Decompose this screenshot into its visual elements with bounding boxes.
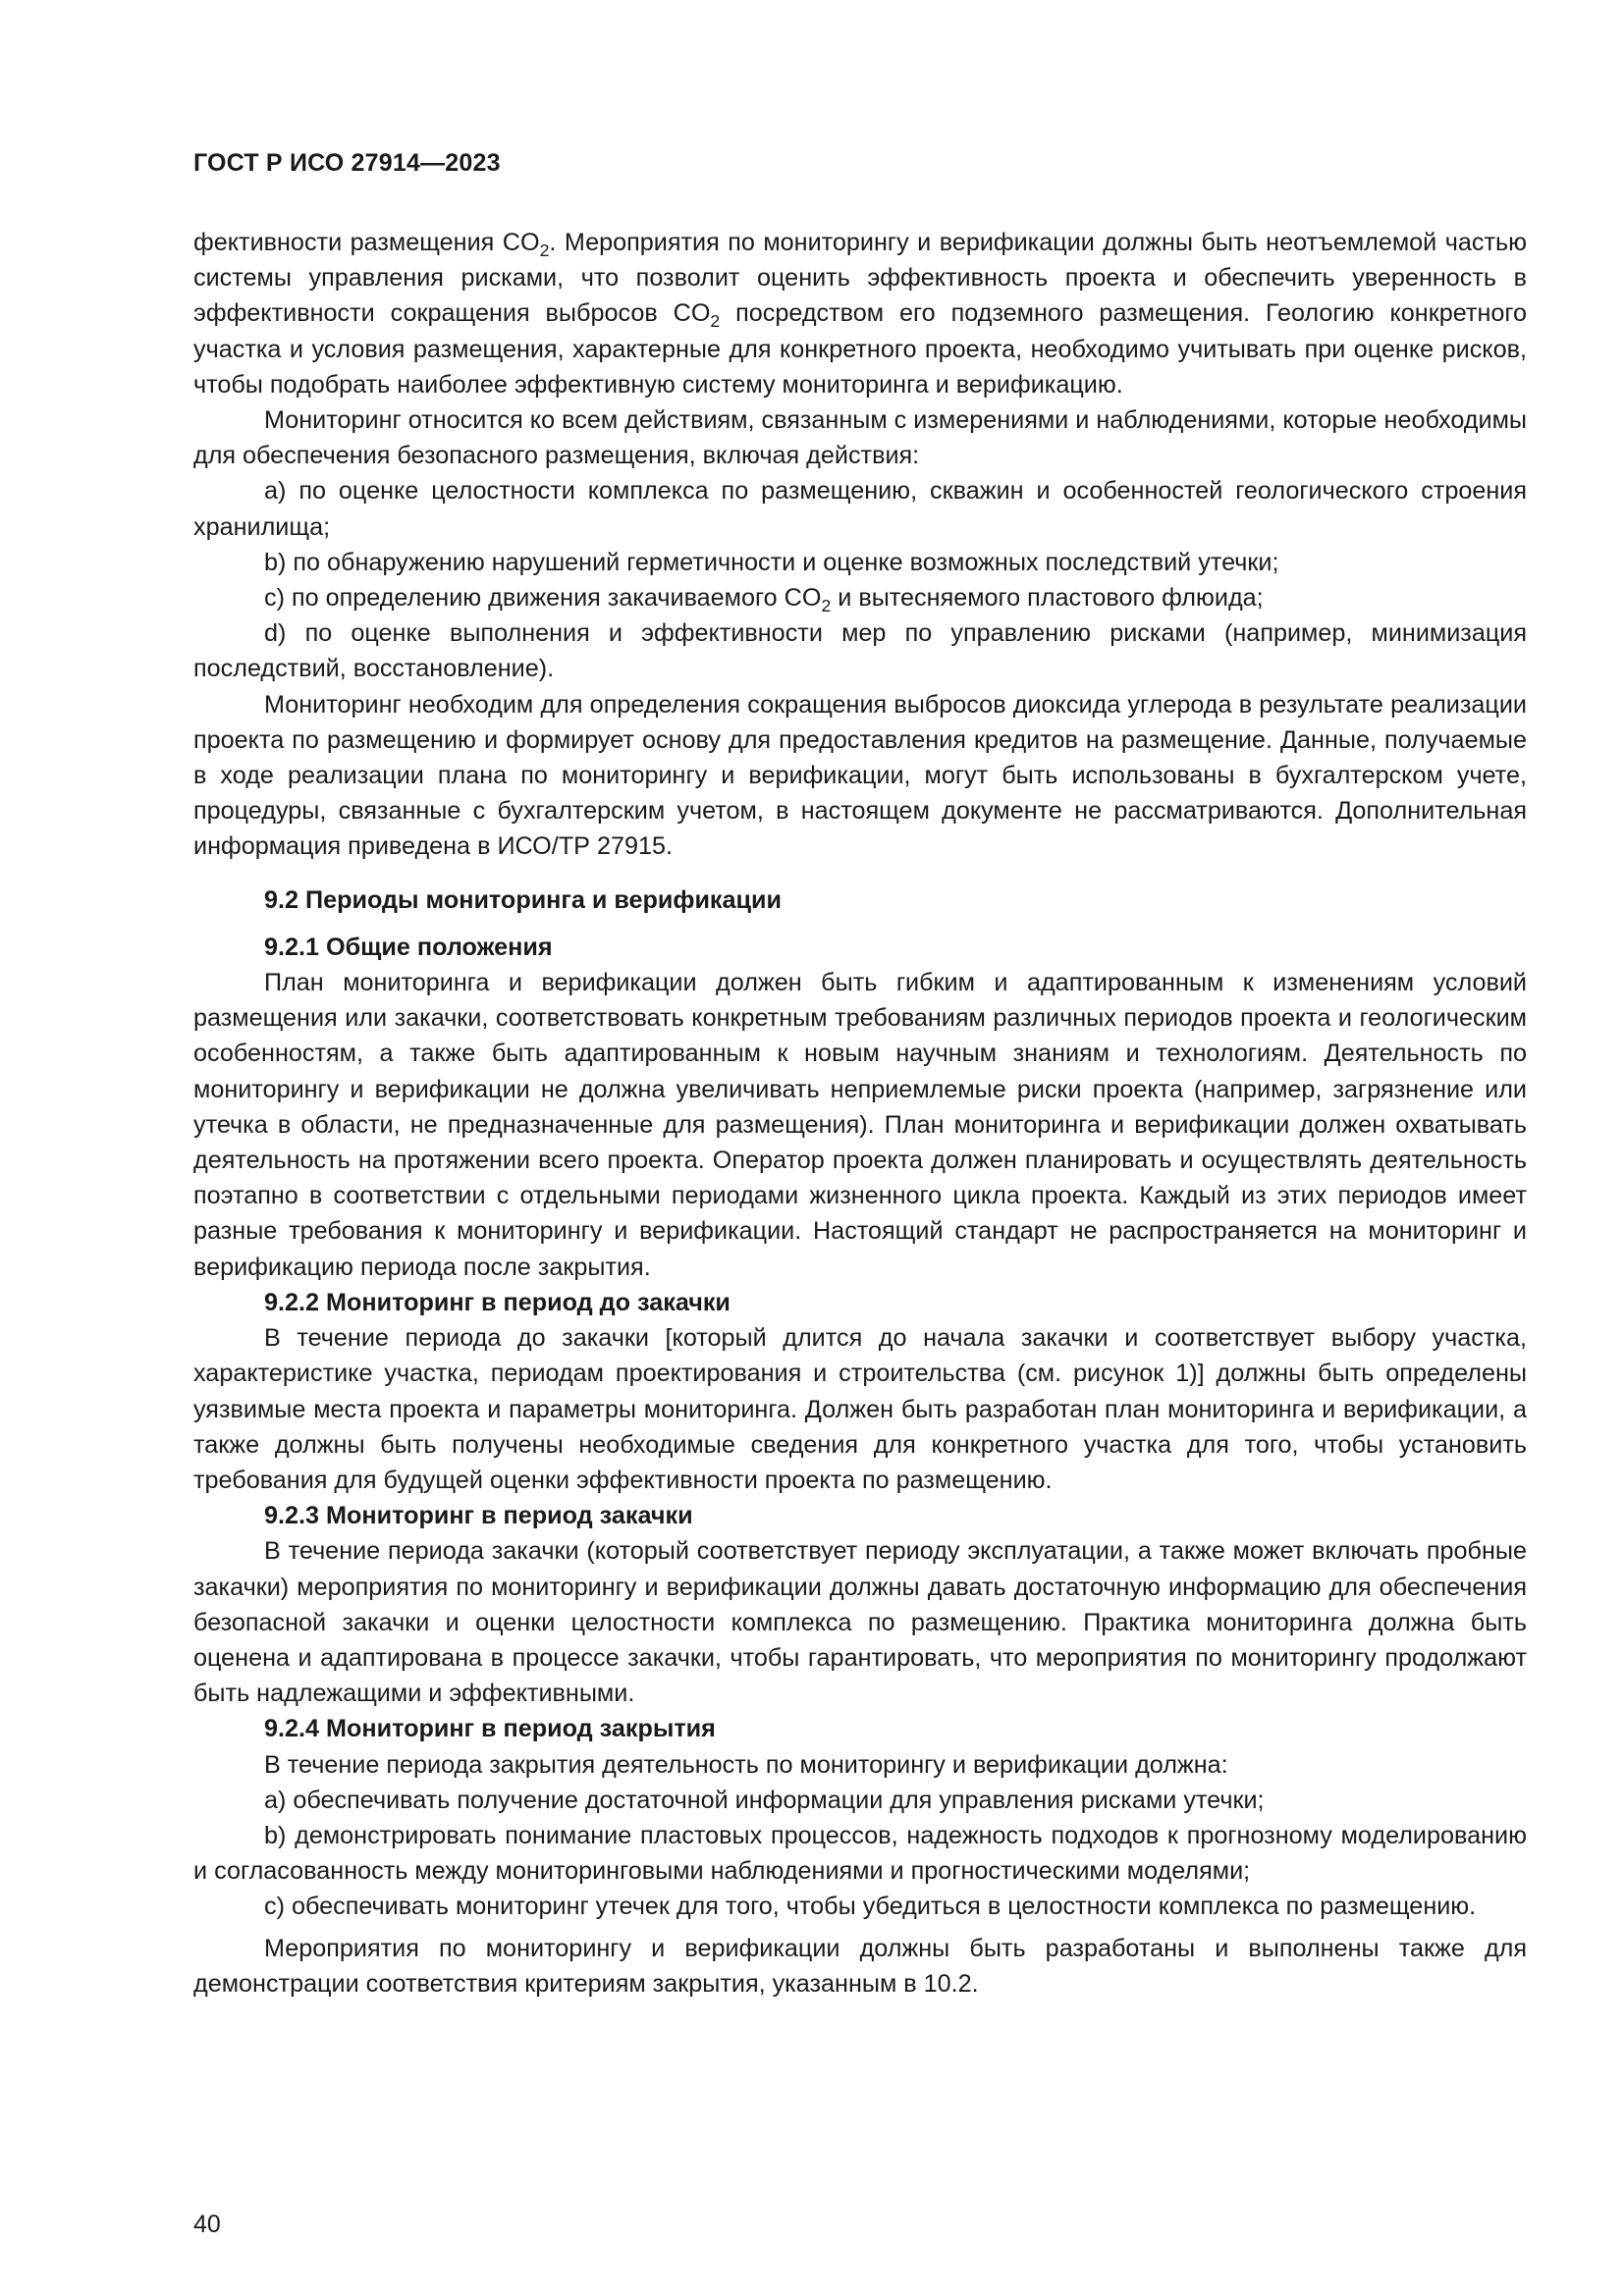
paragraph-injection-period: В течение периода закачки (который соответствует периоду эксплуатации, а также может включать пробные закачки) мероприятия по мониторингу и верификации должны давать достаточную информацию для обеспечения безопасной закачки и оценки целостности комплекса по размещению. Практика мониторинга должна быть оценена и адаптирована в процессе закачки, чтобы гарантировать, что мероприятия по мониторингу продолжают быть надлежащими и эффективными. <box>193 1537 1527 1708</box>
list-item-a: a) обеспечивать получение достаточной информации для управления рисками утечки; <box>264 1786 1265 1814</box>
paragraph-closure-period: В течение периода закрытия деятельность по мониторингу и верификации должна: <box>264 1750 1228 1779</box>
document-body <box>193 225 1527 2002</box>
list-item-d: d) по оценке выполнения и эффективности мер по управлению рисками (например, минимизация последствий, восстановление). <box>193 619 1527 683</box>
subscript: 2 <box>821 596 832 616</box>
section-heading-9-2: 9.2 Периоды мониторинга и верификации <box>264 885 782 914</box>
page-number: 40 <box>193 2211 221 2238</box>
subsection-heading-9-2-2: 9.2.2 Мониторинг в период до закачки <box>264 1288 731 1316</box>
paragraph-co2-effectiveness <box>193 225 1527 402</box>
subsection-heading-9-2-4: 9.2.4 Мониторинг в период закрытия <box>264 1715 716 1743</box>
list-item-b: b) демонстрировать понимание пластовых процессов, надежность подходов к прогнозному моделированию и согласованность между мониторинговыми наблюдениями и прогностическими моделями; <box>193 1821 1527 1886</box>
paragraph-text: посредством его подземного размещения. Геологию конкретного участка и условия размещения, характерные для конкретного проекта, необходимо учитывать при оценке рисков, чтобы подобрать наиболее эффективную систему мониторинга и верификацию. <box>193 299 1527 399</box>
list-item-c: c) обеспечивать мониторинг утечек для того, чтобы убедиться в целостности комплекса по размещению. <box>264 1893 1477 1921</box>
paragraph-general-provisions: План мониторинга и верификации должен быть гибким и адаптированным к изменениям условий размещения или закачки, соответствовать конкретным требованиям различных периодов проекта и геологическим особенностям, а также быть адаптированным к новым научным знаниям и технологиям. Деятельность по мониторингу и верификации не должна увеличивать неприемлемые риски проекта (например, загрязнение или утечка в области, не предназначенные для размещения). План мониторинга и верификации должен охватывать деятельность на протяжении всего проекта. Оператор проекта должен планировать и осуществлять деятельность поэтапно в соответствии с отдельными периодами жизненного цикла проекта. Каждый из этих периодов имеет разные требования к мониторингу и верификации. Настоящий стандарт не распространяется на мониторинг и верификацию периода после закрытия. <box>193 969 1527 1281</box>
list-item-b: b) по обнаружению нарушений герметичности и оценке возможных последствий утечки; <box>264 548 1279 576</box>
paragraph-text: . Мероприятия по мониторингу и верификации должны быть неотъемлемой частью системы управления рисками, что позволит оценить эффективность проекта и обеспечить уверенность в эффективности сокращения выбросов CO <box>193 229 1527 328</box>
document-code-header: ГОСТ Р ИСО 27914—2023 <box>193 149 501 177</box>
subsection-heading-9-2-1: 9.2.1 Общие положения <box>264 933 553 961</box>
paragraph-emission-reduction: Мониторинг необходим для определения сокращения выбросов диоксида углерода в результате реализации проекта по размещению и формирует основу для предоставления кредитов на размещение. Данные, получаемые в ходе реализации плана по мониторингу и верификации, могут быть использованы в бухгалтерском учете, процедуры, связанные с бухгалтерским учетом, в настоящем документе не рассматриваются. Дополнительная информация приведена в ИСО/ТР 27915. <box>193 690 1527 861</box>
subsection-heading-9-2-3: 9.2.3 Мониторинг в период закачки <box>264 1502 693 1530</box>
paragraph-text: c) по определению движения закачиваемого CO <box>264 584 822 613</box>
paragraph-monitoring-definition: Мониторинг относится ко всем действиям, связанным с измерениями и наблюдениями, которые необходимы для обеспечения безопасного размещения, включая действия: <box>193 406 1527 470</box>
subscript: 2 <box>710 311 721 332</box>
paragraph-text: фективности размещения CO <box>193 229 540 256</box>
paragraph-pre-injection: В течение периода до закачки [который длится до начала закачки и соответствует выбору участка, характеристике участка, периодам проектирования и строительства (см. рисунок 1)] должны быть определены уязвимые места проекта и параметры мониторинга. Должен быть разработан план мониторинга и верификации, а также должны быть получены необходимые сведения для конкретного участка для того, чтобы установить требования для будущей оценки эффективности проекта по размещению. <box>193 1324 1527 1494</box>
subscript: 2 <box>539 240 550 261</box>
paragraph-closure-criteria: Мероприятия по мониторингу и верификации должны быть разработаны и выполнены также для демонстрации соответствия критериям закрытия, указанным в 10.2. <box>193 1934 1527 1998</box>
list-item-a: a) по оценке целостности комплекса по размещению, скважин и особенностей геологического строения хранилища; <box>193 477 1527 541</box>
paragraph-text: и вытесняемого пластового флюида; <box>831 584 1264 613</box>
list-item-c <box>193 580 1527 615</box>
